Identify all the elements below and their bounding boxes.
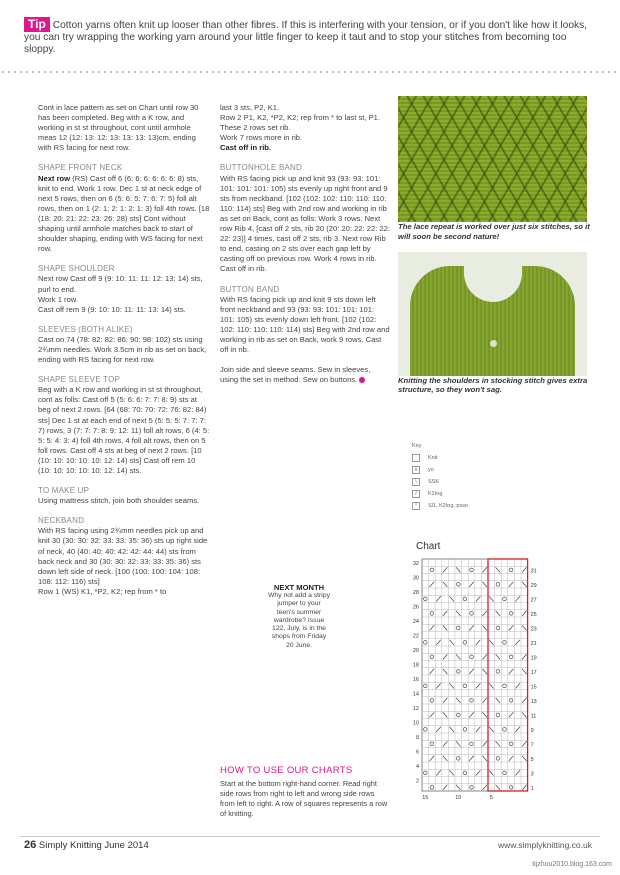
sleeves-heading: SLEEVES (BOTH ALIKE) <box>38 324 133 334</box>
footer-rule <box>20 836 600 837</box>
end-mark-icon <box>359 377 365 383</box>
shape-front-neck-heading: SHAPE FRONT NECK <box>38 163 123 173</box>
sl1-k2tog-psso-symbol-icon: ^ <box>412 502 420 510</box>
button-icon <box>490 340 497 347</box>
row-number-left: 8 <box>415 735 419 742</box>
how-to-title: HOW TO USE OUR CHARTS <box>220 765 353 776</box>
key-k2tog: K2tog <box>428 491 443 497</box>
row-number-left: 12 <box>412 706 419 713</box>
rib-cont-3: These 2 rows set rib. <box>220 123 291 133</box>
sleeves-text: Cast on 74 (78: 82: 82: 86: 90: 98: 102) sts using 2¾mm needles. Work 3.5cm in rib as set on back, ending with RS facing for next row. <box>38 334 207 365</box>
rib-cont-5: Cast off in rib. <box>220 143 272 153</box>
row-number-left: 20 <box>412 648 419 655</box>
row-number-left: 2 <box>415 778 419 785</box>
lace-chart <box>404 555 554 816</box>
row-number-right: 31 <box>530 568 537 575</box>
shape-sleeve-top-heading: SHAPE SLEEVE TOP <box>38 375 121 385</box>
tip-badge: Tip <box>24 17 50 32</box>
row-number-left: 26 <box>412 604 419 611</box>
chart-key <box>412 440 468 512</box>
button-band-heading: BUTTON BAND <box>220 284 280 294</box>
column-3 <box>398 96 590 405</box>
sleeve-top-text: Beg with a K row and working in st st throughout, cont as folls: Cast off 5 (5: 6: 6: 7: 7: 8: 9) sts at beg of next 2 rows. [64 (68: 70: 70: 72: 76: 82: 84) sts] Dec 1 st at each end of next 5 (5: 5: 5: 7: 7: 7: 7) rows, 3 (7: 7: 7: 8: 9: 12: 11) foll alt rows, 6 (4: 5: 5: 5: 4: 3: 4) foll 4th rows, 4 foll alt rows, then on 5 foll rows. Cast off 4 sts at beg of next 2 rows. [10 (10: 10: 10: 10: 10: 12: 14) sts] Cast off rem 10 (10: 10: 10: 10: 10: 12: 14) sts. <box>38 385 210 475</box>
to-make-up-heading: TO MAKE UP <box>38 486 90 496</box>
page-number: 26 <box>24 839 37 851</box>
ss-text-2: Work 1 row. <box>38 294 78 304</box>
row-number-right: 25 <box>530 611 537 618</box>
row-number-right: 13 <box>530 698 537 705</box>
row-number-right: 15 <box>530 684 537 691</box>
intro-text: Cont in lace pattern as set on Chart until row 30 has been completed. Beg with a K row, and working in st st throughout, cont until armhole meas 12 (12: 13: 12: 13: 13: 13: 13)cm, ending with RS facing for next row. <box>38 103 199 153</box>
chart-title: Chart <box>416 541 441 552</box>
row-number-right: 5 <box>530 756 534 763</box>
tip-box <box>24 17 596 57</box>
neckband-row1: Row 1 (WS) K1, *P2, K2; rep from * to <box>38 586 167 596</box>
ss-text-3: Cast off rem 9 (9: 10: 10: 11: 11: 13: 14) sts. <box>38 304 186 314</box>
knit-symbol-icon <box>412 454 420 462</box>
column-number: 10 <box>455 795 462 801</box>
join-text: Join side and sleeve seams. Sew in sleeves, using the set in method. Sew on buttons. <box>220 365 371 385</box>
ssk-symbol-icon: \ <box>412 478 420 486</box>
magazine-issue: Simply Knitting June 2014 <box>38 840 149 851</box>
column-1 <box>38 103 210 607</box>
row-number-right: 17 <box>530 669 537 676</box>
row-number-left: 22 <box>412 633 419 640</box>
caption-lace: The lace repeat is worked over just six stitches, so it will soon be second nature! <box>398 222 590 241</box>
row-number-left: 24 <box>412 619 419 626</box>
page-footer <box>24 839 149 851</box>
row-number-left: 28 <box>412 590 419 597</box>
buttonhole-text: With RS facing pick up and knit 93 (93: 93: 101: 101: 101: 101: 105) sts evenly up right front and 9 sts from neckband. [102 (102: 102: 110: 110: 110: 110: 114) sts] Beg with 2nd row and working in rib as set on Back, cont as folls: Work 3 rows. Next row Rib 4, [cast off 2 sts, rib 20 (20: 20: 22: 22: 22: 22: 23)] 4 times, cast off 2 sts, rib 3. Next row Rib to end, casting on 2 sts over each gap left by casting off on previous row. Work 4 rows in rib. Cast off in rib. <box>220 173 390 274</box>
column-2 <box>220 103 390 395</box>
lace-swatch-photo <box>398 96 587 222</box>
row-number-right: 1 <box>530 785 534 792</box>
key-yo: yo <box>428 467 434 473</box>
rib-cont-4: Work 7 rows more in rib. <box>220 133 303 143</box>
k2tog-symbol-icon: / <box>412 490 420 498</box>
row-number-left: 6 <box>415 749 419 756</box>
neckband-text: With RS facing using 2¾mm needles pick up and knit 30 (30: 30: 32: 33: 33: 35: 36) sts up right side of neck, 40 (40: 40: 40: 42: 42: 44: 44) sts from back neck and 30 (30: 30: 32: 33: 33: 35: 36) sts down left side of neck. [100 (100: 100: 104: 108: 108: 112: 116) sts] <box>38 526 208 586</box>
key-title: Key <box>412 443 422 449</box>
row-number-right: 11 <box>530 713 537 720</box>
row-number-left: 18 <box>412 662 419 669</box>
to-make-up-text: Using mattress stitch, join both shoulder seams. <box>38 496 200 506</box>
shape-shoulder-heading: SHAPE SHOULDER <box>38 264 115 274</box>
row-number-left: 4 <box>415 764 419 771</box>
buttonhole-band-heading: BUTTONHOLE BAND <box>220 163 302 173</box>
row-number-right: 7 <box>530 742 534 749</box>
row-number-left: 30 <box>412 575 419 582</box>
next-month-box <box>268 583 330 650</box>
website: www.simplyknitting.co.uk <box>497 840 592 850</box>
next-month-title: NEXT MONTH <box>273 583 325 592</box>
row-number-right: 29 <box>530 582 537 589</box>
row-number-right: 9 <box>530 727 534 734</box>
next-month-text: Why not add a stripy jumper to your teen's summer wardrobe? Issue 122, July, is in the shops from Friday 20 June. <box>268 592 330 649</box>
how-to-charts <box>220 765 390 819</box>
row-number-right: 27 <box>530 597 537 604</box>
rib-cont-2: Row 2 P1, K2, *P2, K2; rep from * to last st, P1. <box>220 113 380 123</box>
row-number-left: 10 <box>412 720 419 727</box>
sfn-bold: Next row <box>38 173 71 183</box>
dotted-divider <box>0 70 620 74</box>
key-sl1: Sl1, K2tog, psso <box>428 503 469 509</box>
how-to-text: Start at the bottom right-hand corner. Read right side rows from right to left and wrong side rows from left to right. A row of squares represents a row of knitting. <box>220 779 388 818</box>
watermark: tijzhou2010.blog.163.com <box>532 861 612 868</box>
row-number-left: 14 <box>412 691 419 698</box>
row-number-right: 3 <box>530 771 534 778</box>
key-ssk: SSK <box>428 479 440 485</box>
lace-chart-svg <box>404 555 554 811</box>
yo-symbol-icon: o <box>412 466 420 474</box>
rib-cont-1: last 3 sts, P2, K1. <box>220 103 280 112</box>
neckband-heading: NECKBAND <box>38 516 85 526</box>
row-number-right: 21 <box>530 640 537 647</box>
key-knit: Knit <box>428 455 438 461</box>
caption-shoulder: Knitting the shoulders in stocking stitch gives extra structure, so they won't sag. <box>398 375 588 395</box>
tip-text: Cotton yarns often knit up looser than other fibres. If this is interfering with your tension, or if you don't like how it looks, you can try wrapping the working yarn around your little finger to keep it taut and to stop your stitches from becoming too sloppy. <box>24 20 588 56</box>
row-number-left: 32 <box>412 561 419 568</box>
column-number: 15 <box>422 795 429 801</box>
row-number-right: 23 <box>530 626 537 633</box>
ss-text-1: Next row Cast off 9 (9: 10: 11: 11: 12: 13: 14) sts, purl to end. <box>38 274 203 294</box>
row-number-right: 19 <box>530 655 537 662</box>
row-number-left: 16 <box>412 677 419 684</box>
column-number: 5 <box>489 795 493 801</box>
cardigan-shoulder-photo <box>398 252 587 376</box>
sfn-text: (RS) Cast off 6 (6: 6: 6: 6: 6: 6: 8) sts, knit to end. Work 1 row. Dec 1 st at neck edge of next 5 rows, then on 6 (5: 6: 5: 7: 6: 7: 5) foll alt rows, then on 1 (2: 1: 2: 1: 2: 1: 3) foll 4th rows. [18 (18: 20: 21: 22: 23: 26: 28) sts] Cont without shaping until armhole matches back to start of shoulder shaping, ending with WS facing for next row. <box>38 173 210 254</box>
button-band-text: With RS facing pick up and knit 9 sts down left front neckband and 93 (93: 93: 101: 101: 101: 101: 105) sts evenly down left front. [102 (102: 102: 110: 110: 110: 114) sts] Beg with 2nd row and working in rib as set on Back, work 9 rows. Cast off in rib. <box>220 294 390 355</box>
